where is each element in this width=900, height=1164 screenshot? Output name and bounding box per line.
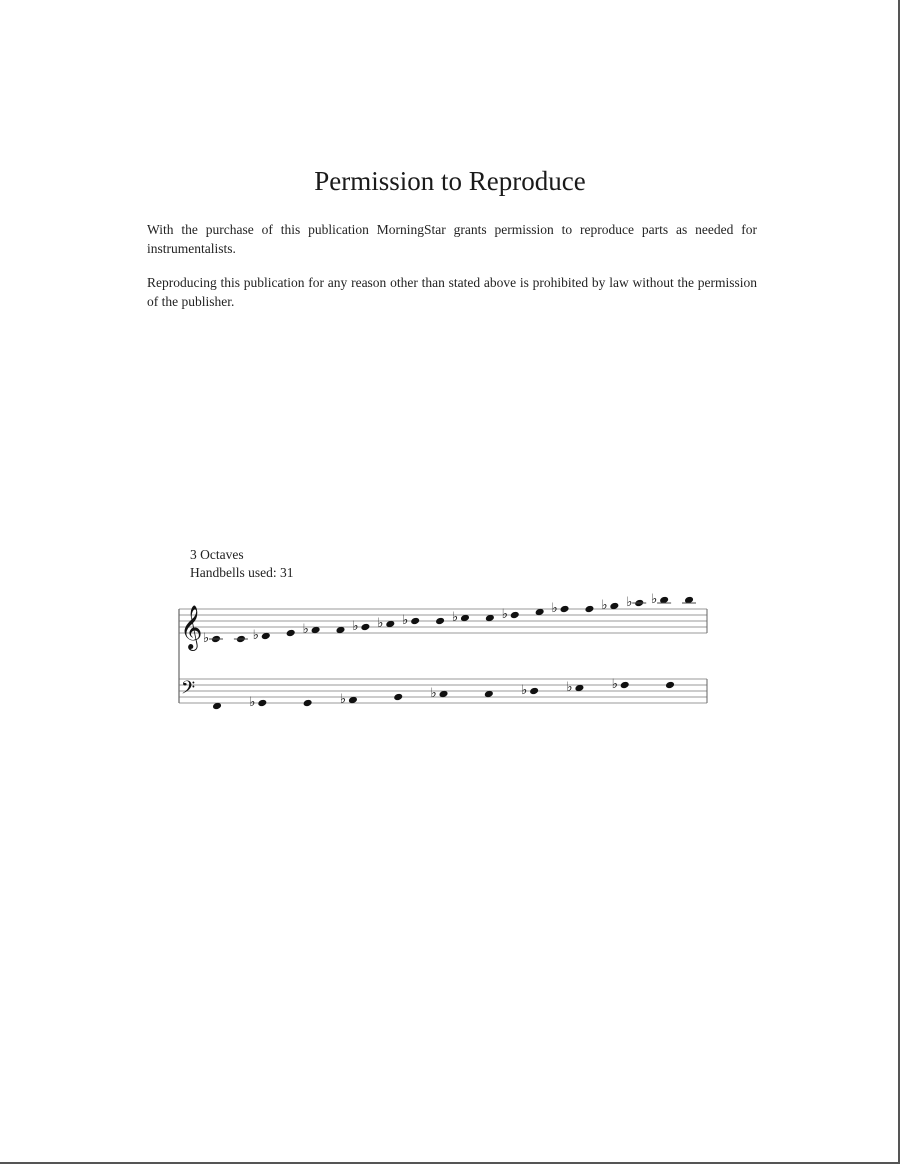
- permission-paragraph: With the purchase of this publication MorningStar grants permission to reproduce parts as needed for instrumentalists.: [147, 222, 757, 256]
- bass-note: [529, 687, 539, 696]
- treble-note: [510, 611, 520, 620]
- treble-note: [584, 605, 594, 614]
- bass-note: [257, 699, 267, 708]
- bass-note: [393, 693, 403, 702]
- treble-flat-icon: ♭: [651, 592, 658, 607]
- bass-note: [665, 681, 675, 690]
- treble-flat-icon: ♭: [451, 610, 459, 625]
- treble-flat-icon: ♭: [203, 631, 210, 646]
- treble-clef-icon: 𝄞: [180, 605, 203, 649]
- bass-flat-icon: ♭: [521, 683, 528, 698]
- treble-note: [435, 617, 445, 626]
- page-title: Permission to Reproduce: [314, 166, 586, 196]
- treble-flat-icon: ♭: [252, 628, 259, 643]
- treble-note: [410, 617, 420, 626]
- treble-flat-icon: ♭: [352, 619, 359, 634]
- bass-clef-icon: 𝄢: [181, 678, 196, 703]
- prohibition-paragraph: Reproducing this publication for any reason other than stated above is prohibited by law without the permission of the publisher.: [147, 275, 757, 309]
- treble-flat-icon: ♭: [377, 616, 384, 631]
- bass-flat-icon: ♭: [611, 677, 618, 692]
- bass-note: [620, 681, 630, 690]
- bass-flat-icon: ♭: [249, 695, 256, 710]
- treble-note: [286, 629, 296, 638]
- handbells-caption: Handbells used: 31: [190, 565, 294, 580]
- treble-flat-icon: ♭: [501, 607, 508, 622]
- treble-flat-icon: ♭: [601, 598, 608, 613]
- bass-flat-icon: ♭: [339, 692, 347, 707]
- treble-flat-icon: ♭: [551, 601, 558, 616]
- treble-note: [560, 605, 570, 614]
- treble-flat-icon: ♭: [626, 595, 633, 610]
- treble-flat-icon: ♭: [402, 613, 409, 628]
- range-caption: 3 Octaves: [190, 547, 244, 562]
- treble-flat-icon: ♭: [302, 622, 309, 637]
- bass-note: [303, 699, 313, 708]
- bass-flat-icon: ♭: [566, 680, 573, 695]
- treble-note: [360, 623, 370, 632]
- bass-flat-icon: ♭: [430, 686, 437, 701]
